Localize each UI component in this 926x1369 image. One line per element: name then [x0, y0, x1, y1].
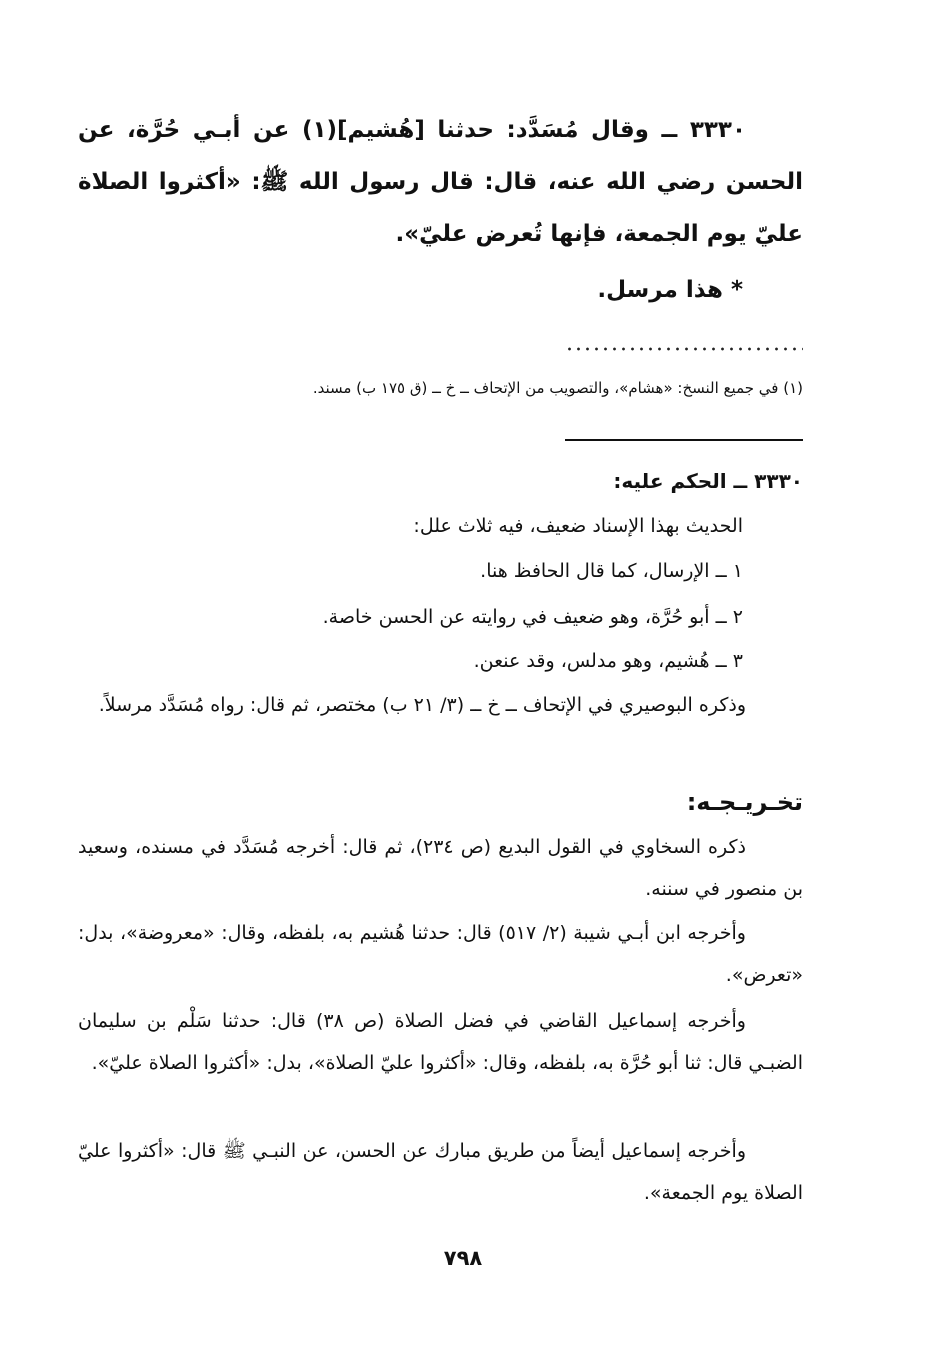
section-separator-line — [565, 439, 803, 441]
main-hadith-text: ٣٣٣٠ ــ وقال مُسَدَّد: حدثنا [هُشيم](١) عن أبـي حُرَّة، عن الحسن رضي الله عنه، قال: قال رسول الله ﷺ: «أكثروا الصلاة عليّ يوم الجمعة، فإنها تُعرض عليّ». — [78, 117, 803, 247]
verdict-text: هذا مرسل. — [597, 277, 723, 303]
takhrij-paragraph-2: وأخرجه ابن أبـي شيبة (٢/ ٥١٧) قال: حدثنا هُشيم به، بلفظه، وقال: «معروضة»، بدل: «تعرض». — [78, 922, 803, 986]
ruling-item-3: ٣ ــ هُشيم، وهو مدلس، وقد عنعن. — [473, 650, 743, 672]
asterisk-marker: * — [730, 277, 743, 303]
takhrij-paragraph-1: ذكره السخاوي في القول البديع (ص ٢٣٤)، ثم قال: أخرجه مُسَدَّد في مسنده، وسعيد بن منصور في سننه. — [78, 836, 803, 900]
takhrij-heading: تخـريـجـه: — [686, 788, 803, 816]
page-number: ٧٩٨ — [443, 1246, 483, 1270]
ruling-item-1: ١ ــ الإرسال، كما قال الحافظ هنا. — [480, 560, 743, 582]
takhrij-paragraph-4: وأخرجه إسماعيل أيضاً من طريق مبارك عن الحسن، عن النبـي ﷺ قال: «أكثروا عليّ الصلاة يوم الجمعة». — [78, 1140, 803, 1204]
busiri-paragraph: وذكره البوصيري في الإتحاف ــ خ ــ (٣/ ٢١ ب) مختصر، ثم قال: رواه مُسَدَّد مرسلاً. — [98, 694, 746, 716]
footnote-dotted-separator — [565, 346, 803, 352]
takhrij-paragraph-3: وأخرجه إسماعيل القاضي في فضل الصلاة (ص ٣٨) قال: حدثنا سَلْم بن سليمان الضبـي قال: ثنا أبو حُرَّة به، بلفظه، وقال: «أكثروا عليّ الصلاة»، بدل: «أكثروا الصلاة عليّ». — [78, 1010, 803, 1074]
ruling-item-2: ٢ ــ أبو حُرَّة، وهو ضعيف في روايته عن الحسن خاصة. — [322, 606, 743, 628]
ruling-heading: ٣٣٣٠ ــ الحكم عليه: — [613, 469, 803, 493]
verdict — [78, 264, 743, 316]
ruling-intro: الحديث بهذا الإسناد ضعيف، فيه ثلاث علل: — [413, 515, 743, 537]
footnote: (١) في جميع النسخ: «هشام»، والتصويب من الإتحاف ــ خ ــ (ق ١٧٥ ب) مسند. — [312, 379, 803, 397]
